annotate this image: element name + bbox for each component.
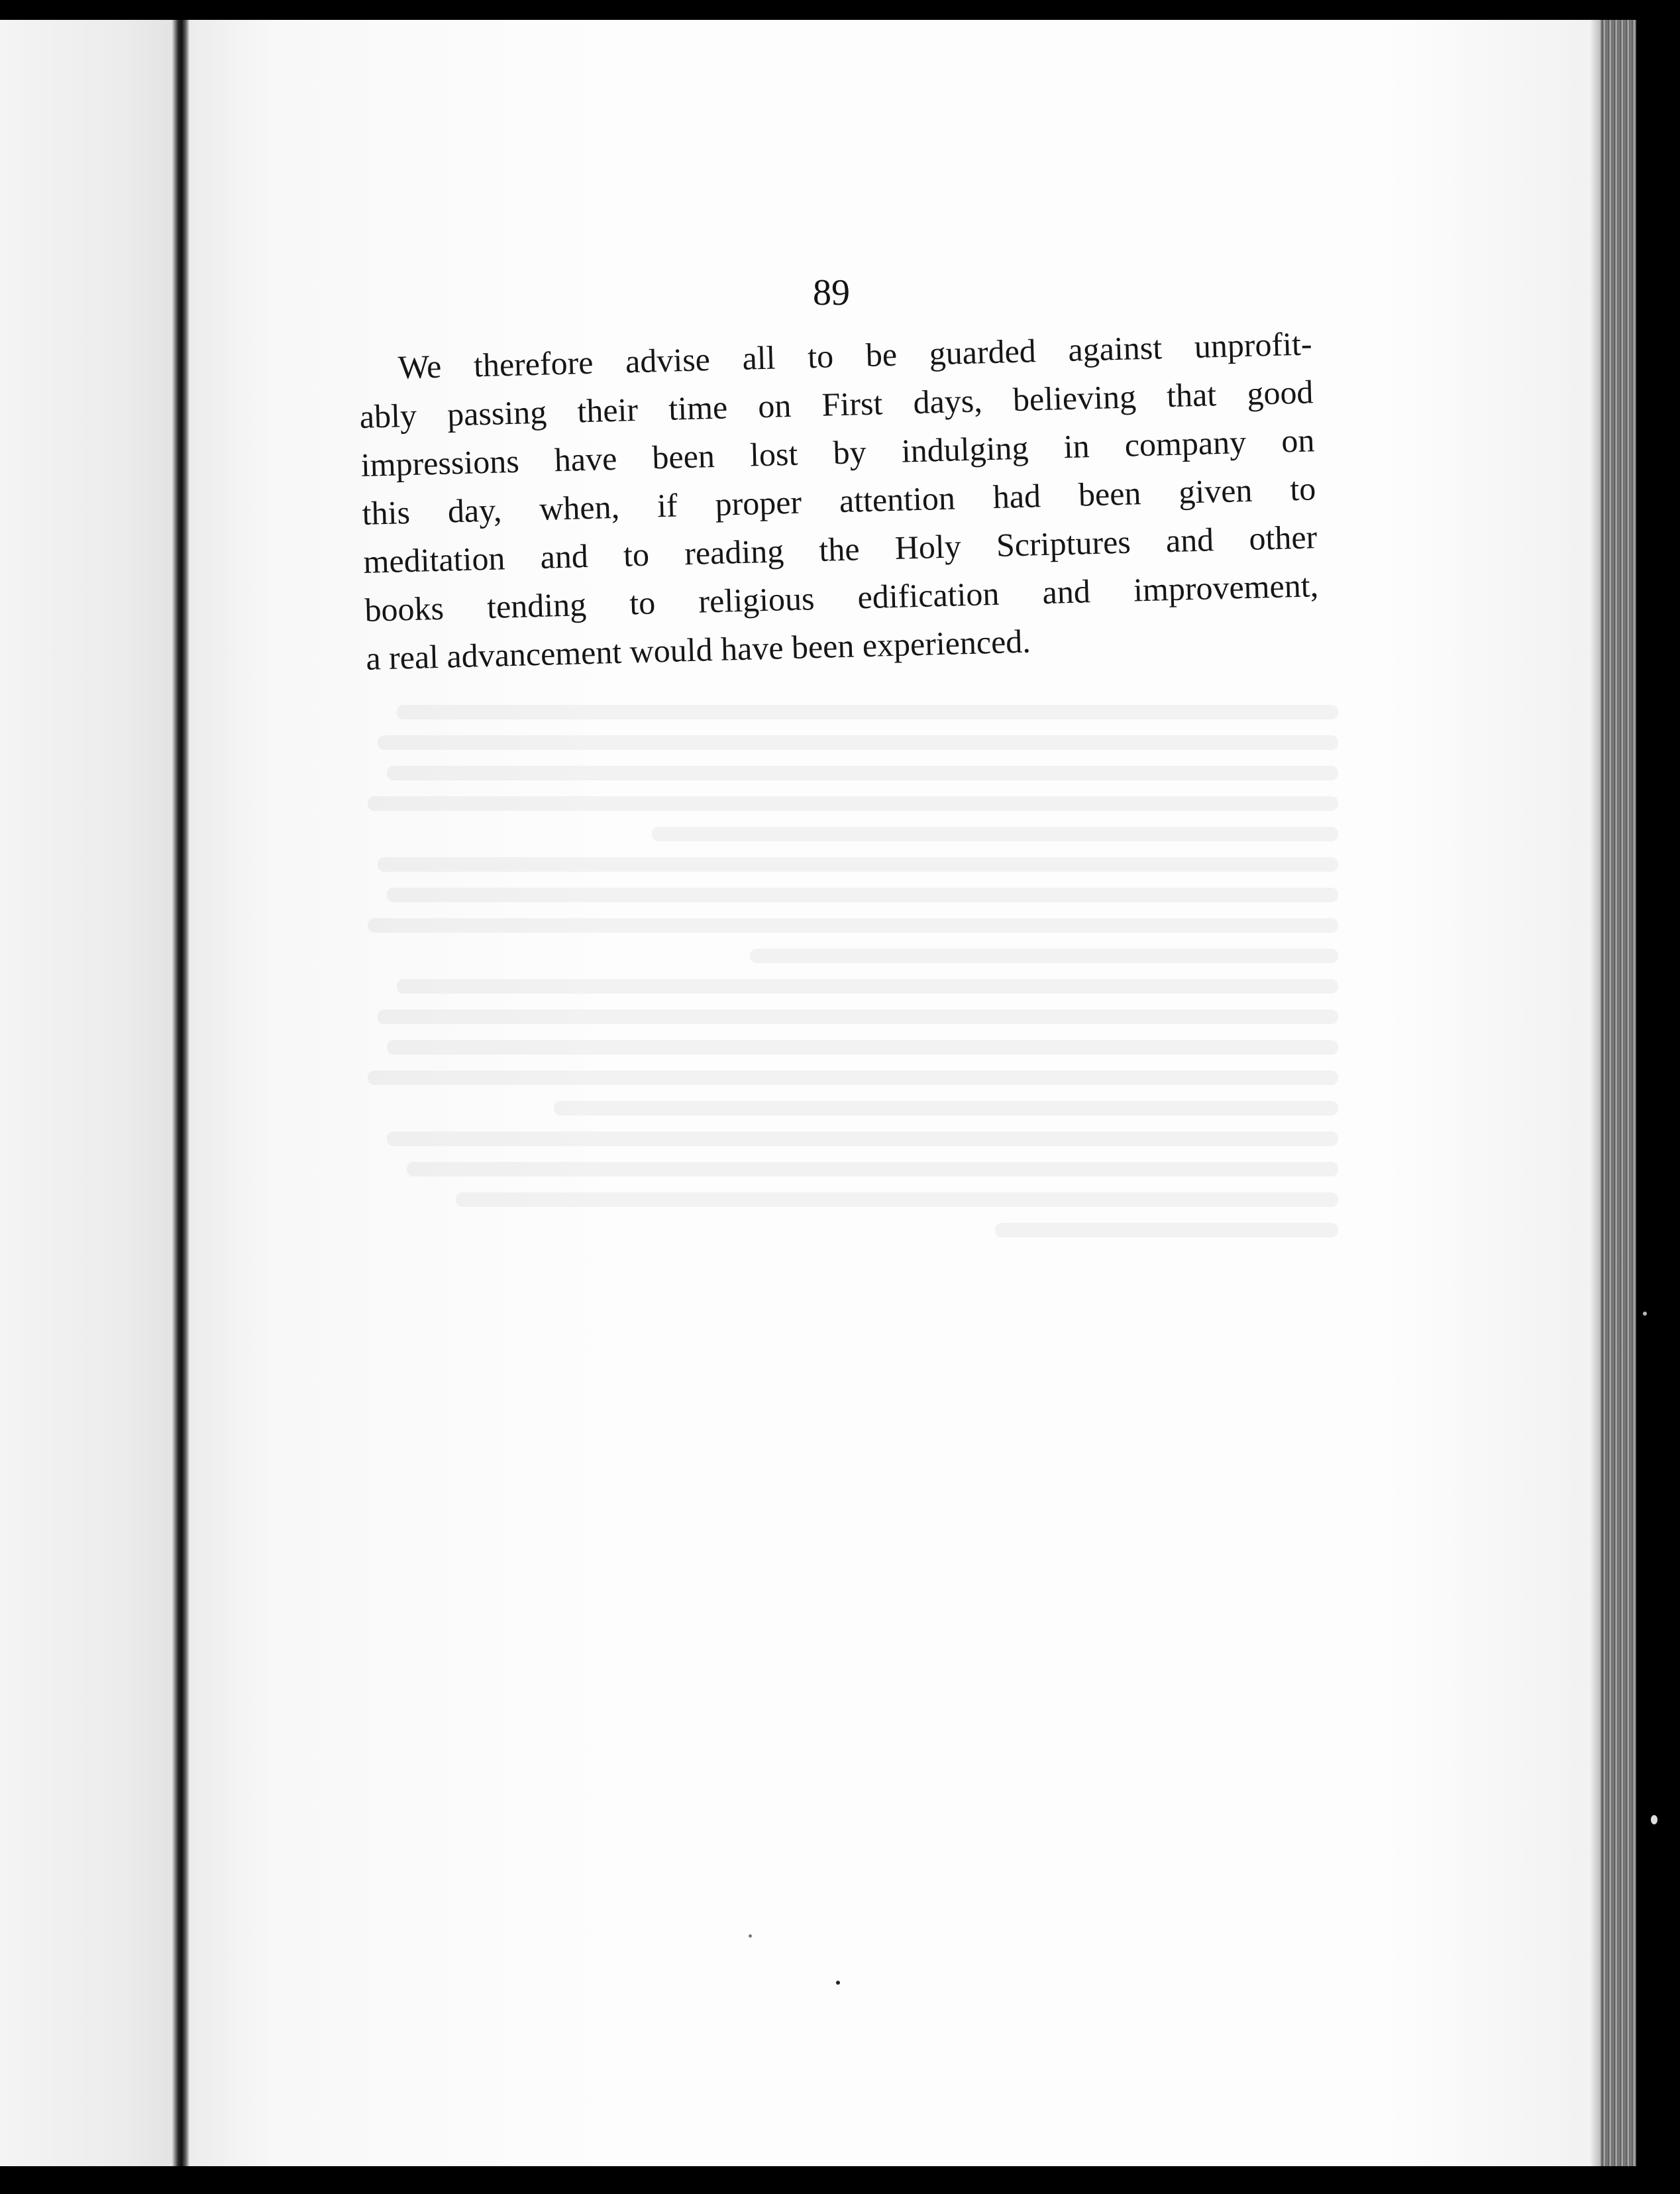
book-gutter bbox=[172, 20, 189, 2166]
dust-speck bbox=[836, 1981, 840, 1985]
dust-speck bbox=[1651, 1815, 1657, 1824]
paragraph-line: meditation and to reading the Holy Scriptures and other bbox=[362, 518, 1318, 580]
body-paragraph bbox=[358, 319, 1320, 683]
paragraph-line: books tending to religious edification and improvement, bbox=[364, 566, 1319, 629]
bleed-through bbox=[358, 689, 1338, 1253]
dust-speck bbox=[749, 1934, 752, 1938]
left-facing-page bbox=[0, 20, 178, 2166]
page-edges bbox=[1601, 20, 1636, 2166]
paragraph-line: We therefore advise all to be guarded against unprofit- bbox=[397, 325, 1313, 386]
paragraph-line: this day, when, if proper attention had been given to bbox=[361, 470, 1316, 532]
paragraph-line: impressions have been lost by indulging in company on bbox=[360, 421, 1316, 484]
page-number: 89 bbox=[813, 272, 850, 313]
dust-speck bbox=[1643, 1312, 1647, 1316]
scan-border-bottom bbox=[0, 2166, 1680, 2194]
scan-border-top bbox=[0, 0, 1680, 20]
paragraph-line: ably passing their time on First days, believing that good bbox=[359, 373, 1314, 435]
paragraph-line: a real advancement would have been experienced. bbox=[365, 622, 1031, 677]
scan-border-right bbox=[1636, 0, 1680, 2194]
